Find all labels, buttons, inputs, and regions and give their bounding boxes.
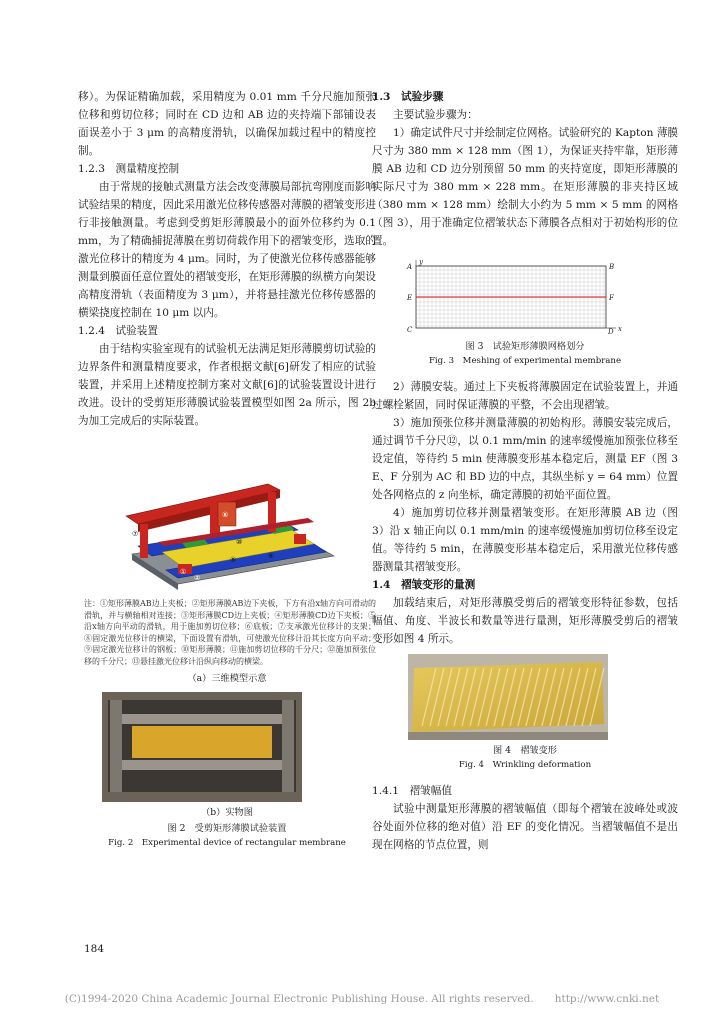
left-paragraph-3: 由于结构实验室现有的试验机无法满足矩形薄膜剪切试验的边界条件和测量精度要求，作者根据文献[6]研发了相应的试验装置，并采用上述精度控制方案对文献[6]的试验装置设计进行改进。设计的受剪矩形薄膜试验装置模型如图 2a 所示，图 2b 为加工完成后的实际装置。 — [78, 343, 376, 427]
grid-label-C: C — [407, 326, 413, 334]
grid-label-B: B — [609, 263, 615, 271]
right-paragraph-2: 2）薄膜安装。通过上下夹板将薄膜固定在试验装置上，并通过螺栓紧固，同时保证薄膜的平整，不会出现褶皱。 — [372, 381, 678, 411]
section-heading-1-4: 1.4 褶皱变形的量测 — [372, 579, 476, 591]
section-heading-1-4-1: 1.4.1 褶皱幅值 — [372, 785, 452, 797]
figure-2b-photo — [102, 692, 302, 802]
figure-2a-subcaption: （a）三维模型示意 — [187, 672, 267, 684]
label-8: ⑧ — [222, 511, 229, 519]
figure-3-caption-en: Fig. 3 Meshing of experimental membrane — [428, 356, 622, 366]
section-heading-1-2-3: 1.2.3 测量精度控制 — [78, 163, 180, 175]
label-7: ⑦ — [132, 530, 139, 538]
grid-label-y: y — [419, 258, 423, 266]
figure-2a — [118, 472, 344, 590]
left-paragraph-1: 移）。为保证精确加载，采用精度为 0.01 mm 千分尺施加预张位移和剪切位移；同时在 CD 边和 AB 边的夹持端下部铺设表面误差小于 3 μm 的高精度滑轨，以确保加载过程中的精度控制。 — [78, 91, 376, 157]
section-heading-1-2-4: 1.2.4 试验装置 — [78, 325, 158, 337]
figure-2a-note: 注：①矩形薄膜AB边上夹板；②矩形薄膜AB边下夹板，下方有沿x轴方向可滑动的滑轨，并与横轴相对连接；③矩形薄膜CD边上夹板；④矩形薄膜CD边下夹板；⑤沿x轴方向平动的滑轨，用于施加剪切位移；⑥底板；⑦支承激光位移计的支架；⑧固定激光位移计的横梁，下面设置有滑轨，可使激光位移计沿其长度方向平动；⑨固定激光位移计的钢板；⑩矩形薄膜；⑪施加剪切位移的千分尺；⑫施加预张位移的千分尺；⑬悬挂激光位移计沿纵向移动的横梁。 — [84, 599, 376, 666]
grid-label-F: F — [609, 294, 614, 302]
label-5: ⑤ — [230, 556, 237, 564]
figure-4-caption: 图 4 褶皱变形 — [493, 745, 557, 756]
device-3d-model — [118, 472, 344, 590]
grid-label-E: E — [407, 294, 413, 302]
right-paragraph-0: 主要试验步骤为： — [393, 109, 478, 121]
figure-2-caption: 图 2 受剪矩形薄膜试验装置 — [167, 822, 287, 834]
right-paragraph-6: 试验中测量矩形薄膜的褶皱幅值（即每个褶皱在波峰处或波谷处面外位移的绝对值）沿 EF 的变化情况。当褶皱幅值不是出现在网格的节点位置，则 — [372, 803, 678, 851]
figure-3 — [396, 258, 626, 336]
label-6: ⑥ — [268, 552, 275, 560]
label-1: ① — [180, 568, 187, 576]
right-paragraph-5: 加载结束后，对矩形薄膜受剪后的褶皱变形特征参数，包括幅值、角度、半波长和数量等进行量测，矩形薄膜受剪后的褶皱变形如图 4 所示。 — [372, 597, 678, 645]
figure-3-caption: 图 3 试验矩形薄膜网格划分 — [465, 341, 585, 352]
left-paragraph-2: 由于常规的接触式测量方法会改变薄膜局部抗弯刚度而影响试验结果的精度，因此采用激光位移传感器对薄膜的褶皱变形进行非接触测量。考虑到受剪矩形薄膜最小的面外位移约为 0.1 mm，为了精确捕捉薄膜在剪切荷载作用下的褶皱变形，选取的激光位移计的精度为 4 μm。同时，为了使激光位移传感器能够测量到膜面任意位置处的褶皱变形，在矩形薄膜的纵横方向架设高精度滑轨（表面精度为 3 μm），并将悬挂激光位移传感器的横梁挠度控制在 10 μm 以内。 — [78, 181, 376, 319]
membrane-grid — [396, 258, 626, 336]
figure-2-caption-en: Fig. 2 Experimental device of rectangular membrane — [108, 837, 346, 848]
label-10: ⑩ — [236, 538, 243, 546]
grid-label-A: A — [407, 263, 413, 271]
figure-4-caption-en: Fig. 4 Wrinkling deformation — [458, 760, 592, 770]
right-column — [372, 88, 678, 854]
figure-2b-subcaption: （b）实物图 — [201, 806, 253, 818]
grid-label-D: D — [608, 328, 614, 336]
section-heading-1-3: 1.3 试验步骤 — [372, 91, 444, 103]
page-number: 184 — [84, 943, 105, 955]
grid-label-x: x — [618, 325, 622, 333]
left-column — [78, 88, 376, 850]
figure-4-photo — [408, 654, 608, 740]
label-2: ② — [194, 574, 201, 582]
right-paragraph-1: 1）确定试件尺寸并绘制定位网格。试验研究的 Kapton 薄膜尺寸为 380 mm × 128 mm（图 1），为保证夹持牢靠，矩形薄膜 AB 边和 CD 边分别预留 50 mm 的夹持宽度，即矩形薄膜的实际尺寸为 380 mm × 228 mm。在矩形薄膜的非夹持区域（380 mm × 128 mm）绘制大小约为 5 mm × 5 mm 的网格（图 3），用于准确定位褶皱状态下薄膜各点相对于初始构形的位置。 — [372, 127, 679, 247]
copyright-footer: (C)1994-2020 China Academic Journal Electronic Publishing House. All rights reserved. http://www.cnki.net — [64, 993, 660, 1005]
right-paragraph-3: 3）施加预张位移并测量薄膜的初始构形。薄膜安装完成后，通过调节千分尺⑫，以 0.1 mm/min 的速率缓慢施加预张位移至设定值，等待约 5 min 使薄膜变形基本稳定后，测量 EF（图 3 E、F 分别为 AC 和 BD 边的中点，其纵坐标 y = 64 mm）位置处各网格点的 z 向坐标，确定薄膜的初始平面位置。 — [372, 417, 678, 501]
right-paragraph-4: 4）施加剪切位移并测量褶皱变形。在矩形薄膜 AB 边（图 3）沿 x 轴正向以 0.1 mm/min 的速率缓慢施加剪切位移至设定值。等待约 5 min，在薄膜变形基本稳定后，采用激光位移传感器测量其褶皱变形。 — [372, 507, 678, 573]
